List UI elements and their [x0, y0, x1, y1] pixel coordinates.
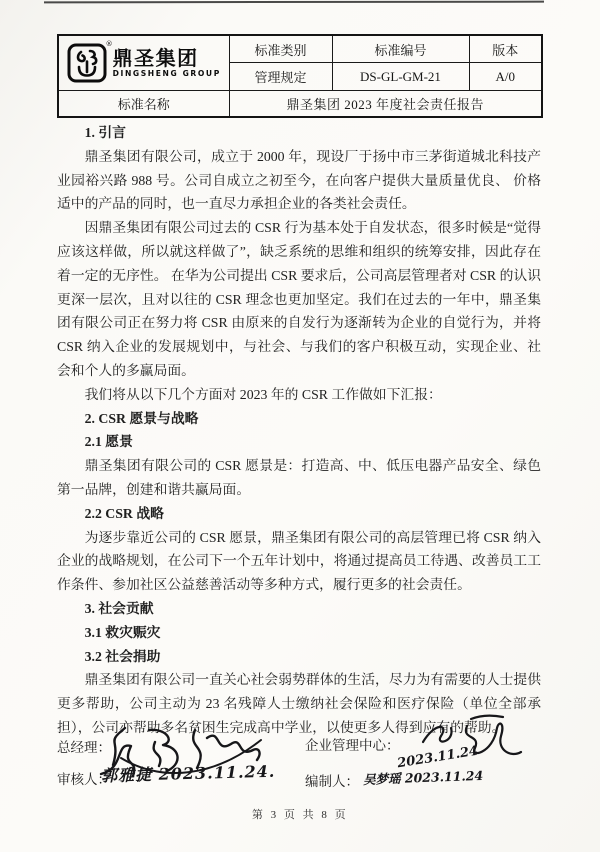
section-heading: 2.1 愿景	[84, 434, 133, 450]
ding-vessel-icon	[67, 40, 113, 83]
section-heading: 3.1 救灾赈灾	[84, 624, 161, 640]
value-cell-version: A/0	[469, 63, 542, 91]
brand-name-en: DINGSHENG GROUP	[112, 69, 221, 79]
body-paragraph: 为逐步靠近公司的 CSR 愿景，鼎圣集团有限公司的高层管理已将 CSR 纳入企业的战略规划，在公司下一个五年计划中，将通过提高员工待遇、改善员工工作条件、参加社区公益慈善活动等多种方式，履行更多的社会责任。	[57, 529, 541, 593]
section-heading: 3. 社会贡献	[84, 600, 154, 616]
page-number-footer: 第 3 页 共 8 页	[251, 809, 349, 821]
section-heading: 3.2 社会捐助	[84, 648, 161, 664]
body-paragraph: 因鼎圣集团有限公司过去的 CSR 行为基本处于自发状态，很多时候是“觉得应该这样做，所以就这样做了”，缺乏系统的思维和组织的统筹安排，因此存在着一定的无序性。 在华为公司提出 CSR 要求后，公司高层管理者对 CSR 的认识更深一层次，且对以往的 CSR 理念也更加坚定。我们在过去的一年中，鼎圣集团有限公司正在努力将 CSR 由原来的自发行为逐渐转为企业的自觉行为，并将 CSR 纳入企业的发展规划中，与社会、与我们的客户积极互动，实现企业、社会和个人的多赢局面。	[57, 220, 541, 378]
registered-trademark-icon: ®	[105, 40, 113, 48]
signature-block	[57, 724, 541, 808]
auditor-signature-handwriting: 郭雅捷 2023.11.24.	[100, 761, 276, 786]
header-cell-standard-category: 标准类别	[229, 35, 332, 63]
document-body	[57, 121, 541, 740]
document-title-cell: 鼎圣集团 2023 年度社会责任报告	[229, 91, 542, 118]
body-paragraph: 鼎圣集团有限公司的 CSR 愿景是：打造高、中、低压电器产品安全、绿色第一品牌，创建和谐共赢局面。	[57, 458, 541, 497]
body-paragraph: 鼎圣集团有限公司，成立于 2000 年，现设厂于扬中市三茅街道城北科技产业园裕兴路 988 号。公司自成立之初至今，在向客户提供大量质量优良、 价格适中的产品的同时，也一直尽力承担企业的各类社会责任。	[57, 148, 541, 212]
value-cell-category: 管理规定	[229, 63, 332, 91]
scan-artifact-line	[44, 1, 544, 4]
section-heading: 2. CSR 愿景与战略	[84, 410, 199, 426]
brand-name-cn: 鼎圣集团	[112, 46, 199, 71]
logo-cell	[58, 35, 229, 91]
header-cell-version: 版本	[469, 35, 542, 63]
compiler-signature-handwriting: 吴梦瑶 2023.11.24	[362, 767, 484, 788]
value-cell-number: DS-GL-GM-21	[332, 63, 469, 91]
body-paragraph: 鼎圣集团有限公司一直关心社会弱势群体的生活，尽力为有需要的人士提供更多帮助，公司主动为 23 名残障人士缴纳社会保险和医疗保险（单位全部承担），公司亦帮助多名贫困生完成高中学业，以使更多人得到应有的帮助。	[57, 672, 541, 735]
general-manager-label: 总经理：	[57, 740, 111, 755]
section-heading: 1. 引言	[84, 125, 126, 140]
standard-name-label-cell: 标准名称	[58, 91, 229, 118]
header-cell-standard-number: 标准编号	[332, 35, 469, 63]
management-center-date-handwriting: 2023.11.24	[396, 743, 480, 772]
body-paragraph: 我们将从以下几个方面对 2023 年的 CSR 工作做如下汇报：	[84, 386, 442, 402]
management-center-label: 企业管理中心：	[305, 738, 400, 753]
company-logo	[59, 40, 229, 83]
auditor-label: 审核人：	[57, 772, 111, 787]
section-heading: 2.2 CSR 战略	[84, 505, 164, 521]
header-table	[57, 34, 543, 118]
compiler-label: 编制人：	[305, 774, 359, 789]
